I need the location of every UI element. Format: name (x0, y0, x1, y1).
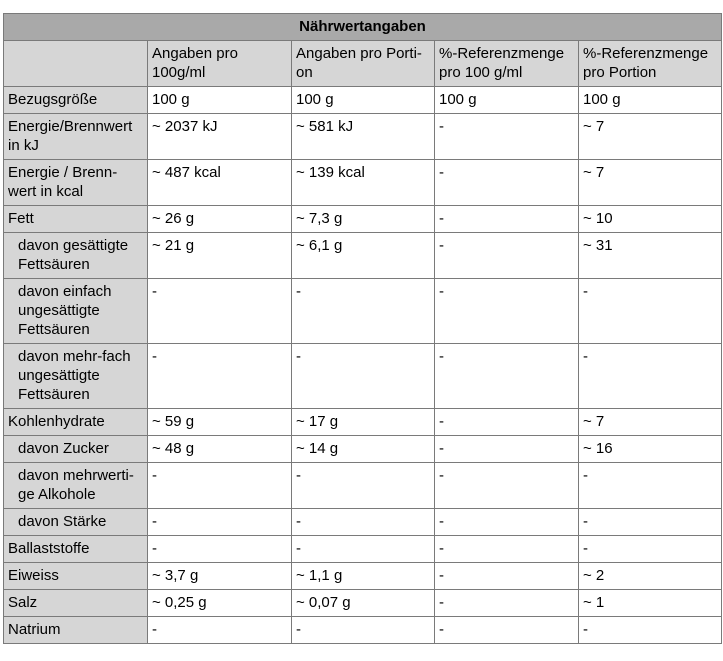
table-cell: - (435, 463, 579, 509)
table-row (4, 114, 722, 160)
row-label: Energie / Brenn-wert in kcal (4, 160, 148, 206)
table-cell: 100 g (435, 87, 579, 114)
table-row (4, 344, 722, 409)
table-cell: - (148, 509, 292, 536)
table-cell: ~ 1,1 g (292, 563, 435, 590)
table-row (4, 409, 722, 436)
table-cell: - (292, 463, 435, 509)
table-row (4, 536, 722, 563)
table-cell: - (435, 206, 579, 233)
table-cell: - (579, 617, 722, 644)
table-cell: ~ 581 kJ (292, 114, 435, 160)
row-label: davon einfach ungesättigte Fettsäuren (4, 279, 148, 344)
table-cell: - (579, 344, 722, 409)
table-cell: - (435, 233, 579, 279)
table-cell: ~ 10 (579, 206, 722, 233)
row-label: Bezugsgröße (4, 87, 148, 114)
table-row (4, 436, 722, 463)
table-cell: - (435, 590, 579, 617)
table-cell: ~ 17 g (292, 409, 435, 436)
table-cell: - (579, 463, 722, 509)
header-cell-ri-per-100g: %-Referenzmenge pro 100 g/ml (435, 41, 579, 87)
header-cell-per-portion: Angaben pro Porti-on (292, 41, 435, 87)
table-cell: - (292, 279, 435, 344)
table-row (4, 590, 722, 617)
table-cell: - (148, 617, 292, 644)
table-cell: - (292, 344, 435, 409)
table-cell: ~ 7,3 g (292, 206, 435, 233)
table-cell: 100 g (148, 87, 292, 114)
table-cell: ~ 26 g (148, 206, 292, 233)
table-cell: - (435, 617, 579, 644)
table-cell: - (435, 509, 579, 536)
table-cell: ~ 21 g (148, 233, 292, 279)
table-row (4, 617, 722, 644)
table-cell: ~ 16 (579, 436, 722, 463)
table-cell: - (435, 536, 579, 563)
row-label: Eiweiss (4, 563, 148, 590)
table-cell: ~ 6,1 g (292, 233, 435, 279)
table-cell: - (148, 279, 292, 344)
table-cell: - (435, 114, 579, 160)
table-row (4, 463, 722, 509)
table-cell: - (435, 436, 579, 463)
table-cell: 100 g (292, 87, 435, 114)
row-label: davon Stärke (4, 509, 148, 536)
table-row (4, 87, 722, 114)
table-cell: ~ 0,07 g (292, 590, 435, 617)
header-cell-per-100g: Angaben pro 100g/ml (148, 41, 292, 87)
row-label: davon mehr-fach ungesättigte Fettsäuren (4, 344, 148, 409)
table-cell: ~ 7 (579, 160, 722, 206)
table-cell: - (148, 344, 292, 409)
table-cell: ~ 14 g (292, 436, 435, 463)
row-label: davon Zucker (4, 436, 148, 463)
table-row (4, 279, 722, 344)
row-label: davon gesättigte Fettsäuren (4, 233, 148, 279)
row-label: Ballaststoffe (4, 536, 148, 563)
table-cell: ~ 59 g (148, 409, 292, 436)
row-label: davon mehrwerti-ge Alkohole (4, 463, 148, 509)
table-cell: ~ 139 kcal (292, 160, 435, 206)
table-cell: - (579, 509, 722, 536)
table-cell: - (435, 279, 579, 344)
table-cell: 100 g (579, 87, 722, 114)
table-cell: - (435, 344, 579, 409)
table-cell: - (292, 509, 435, 536)
table-cell: - (292, 536, 435, 563)
table-row (4, 160, 722, 206)
table-cell: - (292, 617, 435, 644)
table-cell: ~ 7 (579, 409, 722, 436)
table-cell: ~ 31 (579, 233, 722, 279)
nutrition-table (3, 13, 722, 644)
table-cell: - (579, 279, 722, 344)
table-cell: ~ 2 (579, 563, 722, 590)
table-cell: ~ 2037 kJ (148, 114, 292, 160)
table-row (4, 206, 722, 233)
table-cell: - (148, 463, 292, 509)
table-cell: - (435, 563, 579, 590)
header-cell-empty (4, 41, 148, 87)
table-cell: ~ 3,7 g (148, 563, 292, 590)
header-row (4, 41, 722, 87)
row-label: Fett (4, 206, 148, 233)
table-row (4, 233, 722, 279)
row-label: Natrium (4, 617, 148, 644)
table-cell: ~ 487 kcal (148, 160, 292, 206)
table-cell: - (579, 536, 722, 563)
table-cell: - (435, 160, 579, 206)
table-cell: ~ 0,25 g (148, 590, 292, 617)
table-cell: ~ 48 g (148, 436, 292, 463)
row-label: Kohlenhydrate (4, 409, 148, 436)
table-cell: - (435, 409, 579, 436)
table-title: Nährwertangaben (4, 14, 722, 41)
table-cell: - (148, 536, 292, 563)
row-label: Energie/Brennwert in kJ (4, 114, 148, 160)
table-cell: ~ 1 (579, 590, 722, 617)
table-cell: ~ 7 (579, 114, 722, 160)
table-row (4, 563, 722, 590)
table-row (4, 509, 722, 536)
header-cell-ri-per-portion: %-Referenzmenge pro Portion (579, 41, 722, 87)
row-label: Salz (4, 590, 148, 617)
